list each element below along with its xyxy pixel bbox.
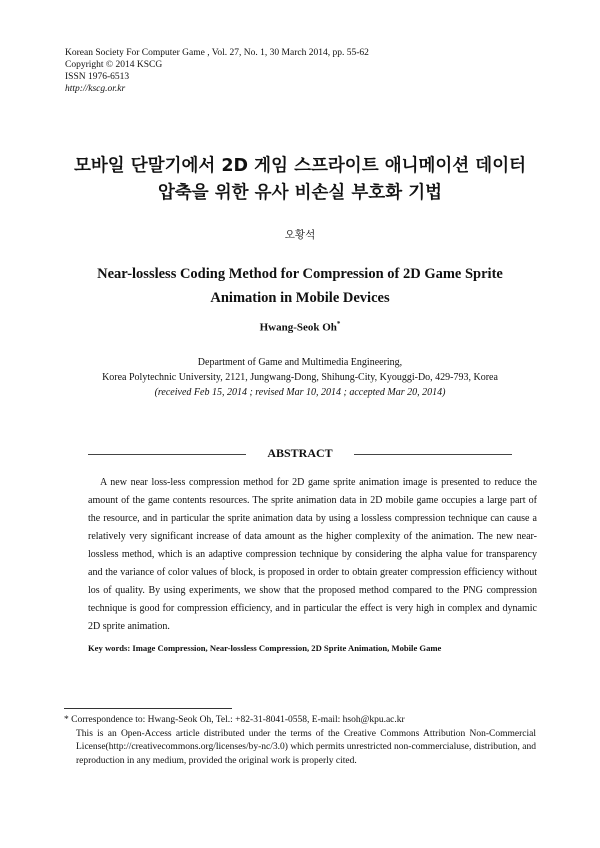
open-access-note: This is an Open-Access article distributed under the terms of the Creative Commons Attribution Non-Commercial License(http://creativecommons.org/licenses/by-nc/3.0) which permits unrestricted non-commercialuse, distribution, and reproduction in any medium, provided the original work is properly cited. <box>76 728 536 766</box>
english-title-line-1: Near-lossless Coding Method for Compression of 2D Game Sprite <box>97 266 503 282</box>
english-title <box>0 262 600 310</box>
affiliation <box>0 355 600 400</box>
abstract-heading: ABSTRACT <box>267 446 333 460</box>
abstract-body: A new near loss-less compression method for 2D game sprite animation image is presented to reduce the amount of the game contents resources. The sprite animation data in 2D mobile game occupies a large part of the resource, and in particular the sprite animation data by using a lossless compression technique can cause a relatively very significant increase of data amount as the higher complexity of the animation. The new near-lossless method, which is an adaptive compression technique by considering the alpha value for transparency and the variance of color values of block, is proposed in order to obtain greater compression efficiency without los of quality. By using experiments, we show that the proposed method compared to the PNG compression technique is good for compression efficiency, and in particular the effect is very high in complex and dynamic 2D sprite animation. <box>88 477 537 632</box>
korean-title <box>0 153 600 207</box>
correspondence-note: * Correspondence to: Hwang-Seok Oh, Tel.: +82-31-8041-0558, E-mail: hsoh@kpu.ac.kr <box>64 715 405 725</box>
korean-title-line-1: 모바일 단말기에서 2D 게임 스프라이트 애니메이션 데이터 <box>73 156 527 176</box>
issn-line: ISSN 1976-6513 <box>65 72 130 82</box>
footnote-rule <box>64 708 232 709</box>
affiliation-department: Department of Game and Multimedia Engineering, <box>197 357 403 368</box>
submission-dates: (received Feb 15, 2014 ; revised Mar 10, 2014 ; accepted Mar 20, 2014) <box>154 387 446 398</box>
english-title-line-2: Animation in Mobile Devices <box>210 290 390 306</box>
journal-url-link[interactable]: http://kscg.or.kr <box>65 84 126 94</box>
english-author-name: Hwang-Seok Oh <box>259 321 337 334</box>
affiliation-university: Korea Polytechnic University, 2121, Jungwang-Dong, Shihung-City, Kyouggi-Do, 429-793, Korea <box>102 372 498 383</box>
keywords: Key words: Image Compression, Near-lossless Compression, 2D Sprite Animation, Mobile Game <box>88 643 442 653</box>
abstract-rule-right <box>354 454 512 455</box>
korean-title-line-2: 압축을 위한 유사 비손실 부호화 기법 <box>157 183 443 203</box>
copyright-line: Copyright © 2014 KSCG <box>65 60 163 70</box>
english-author <box>0 320 600 334</box>
korean-author: 오황석 <box>284 229 316 241</box>
journal-header <box>65 47 369 95</box>
abstract-heading-row <box>88 446 512 462</box>
journal-citation: Korean Society For Computer Game , Vol. 27, No. 1, 30 March 2014, pp. 55-62 <box>65 48 369 58</box>
footnote <box>64 714 536 768</box>
corresponding-mark: * <box>336 320 341 328</box>
